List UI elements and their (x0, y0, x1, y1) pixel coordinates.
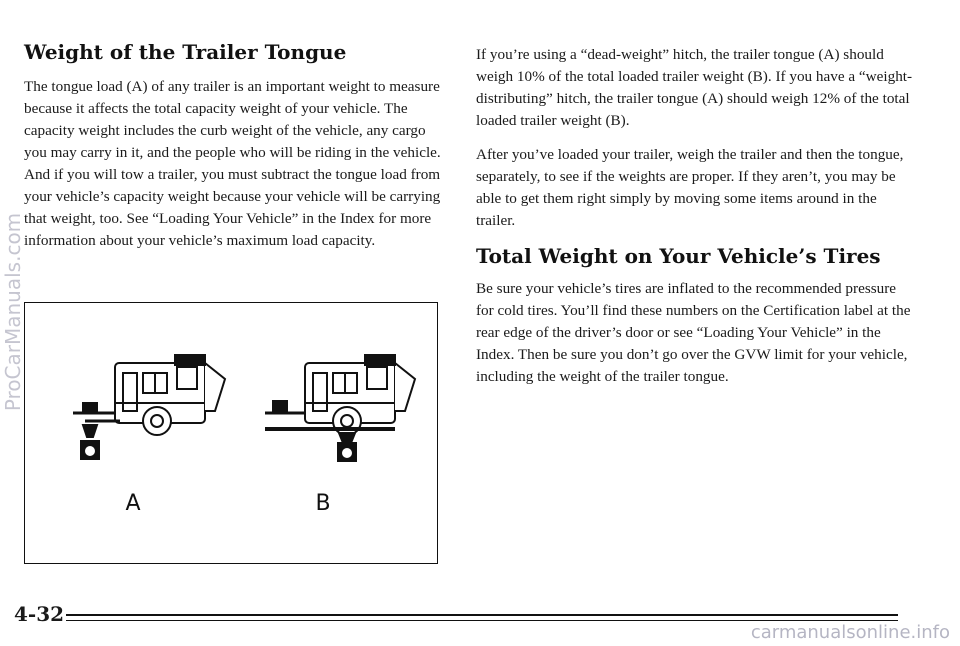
bottom-watermark: carmanualsonline.info (750, 622, 950, 643)
trailer-a-illustration (73, 355, 225, 459)
footer-rule-thin (66, 620, 898, 621)
figure-label-b: B (315, 491, 331, 516)
trailer-illustration (25, 303, 436, 562)
section-heading-tires: Total Weight on Your Vehicle’s Tires (476, 244, 881, 268)
section-heading-tongue-weight: Weight of the Trailer Tongue (24, 40, 347, 64)
trailer-b-illustration (265, 355, 415, 461)
footer-rule (66, 614, 898, 616)
tongue-weight-paragraph: The tongue load (A) of any trailer is an important weight to measure because it affects the total capacity weight of your vehicle. The capacity weight includes the curb weight of the vehicle, any cargo you may carry in it, and the people who will be riding in the vehicle. And if you will tow a trailer, you must subtract the tongue load from your vehicle’s capacity weight because your vehicle will be carrying that weight, too. See “Loading Your Vehicle” in the Index for more information about your vehicle’s maximum load capacity. (24, 78, 441, 249)
weigh-trailer-paragraph: After you’ve loaded your trailer, weigh the trailer and then the tongue, separately, to see if the weights are proper. If they aren’t, you may be able to get them right simply by moving some items around in the trailer. (476, 146, 904, 229)
hitch-weight-paragraph: If you’re using a “dead-weight” hitch, the trailer tongue (A) should weigh 10% of the total loaded trailer weight (B). If you have a “weight-distributing” hitch, the trailer tongue (A) should weigh 12% of the total loaded trailer weight (B). (476, 46, 913, 129)
tire-weight-paragraph: Be sure your vehicle’s tires are inflated to the recommended pressure for cold tires. You’ll find these numbers on the Certification label at the rear edge of the driver’s door or see “Loading Your Vehicle” in the Index. Then be sure you don’t go over the GVW limit for your vehicle, including the weight of the trailer tongue. (476, 280, 911, 385)
page-number: 4-32 (14, 602, 65, 626)
trailer-weighing-figure (24, 302, 438, 564)
side-watermark: ProCarManuals.com (1, 212, 26, 412)
left-column (24, 40, 444, 264)
right-column (476, 44, 916, 400)
figure-label-a: A (125, 491, 141, 516)
